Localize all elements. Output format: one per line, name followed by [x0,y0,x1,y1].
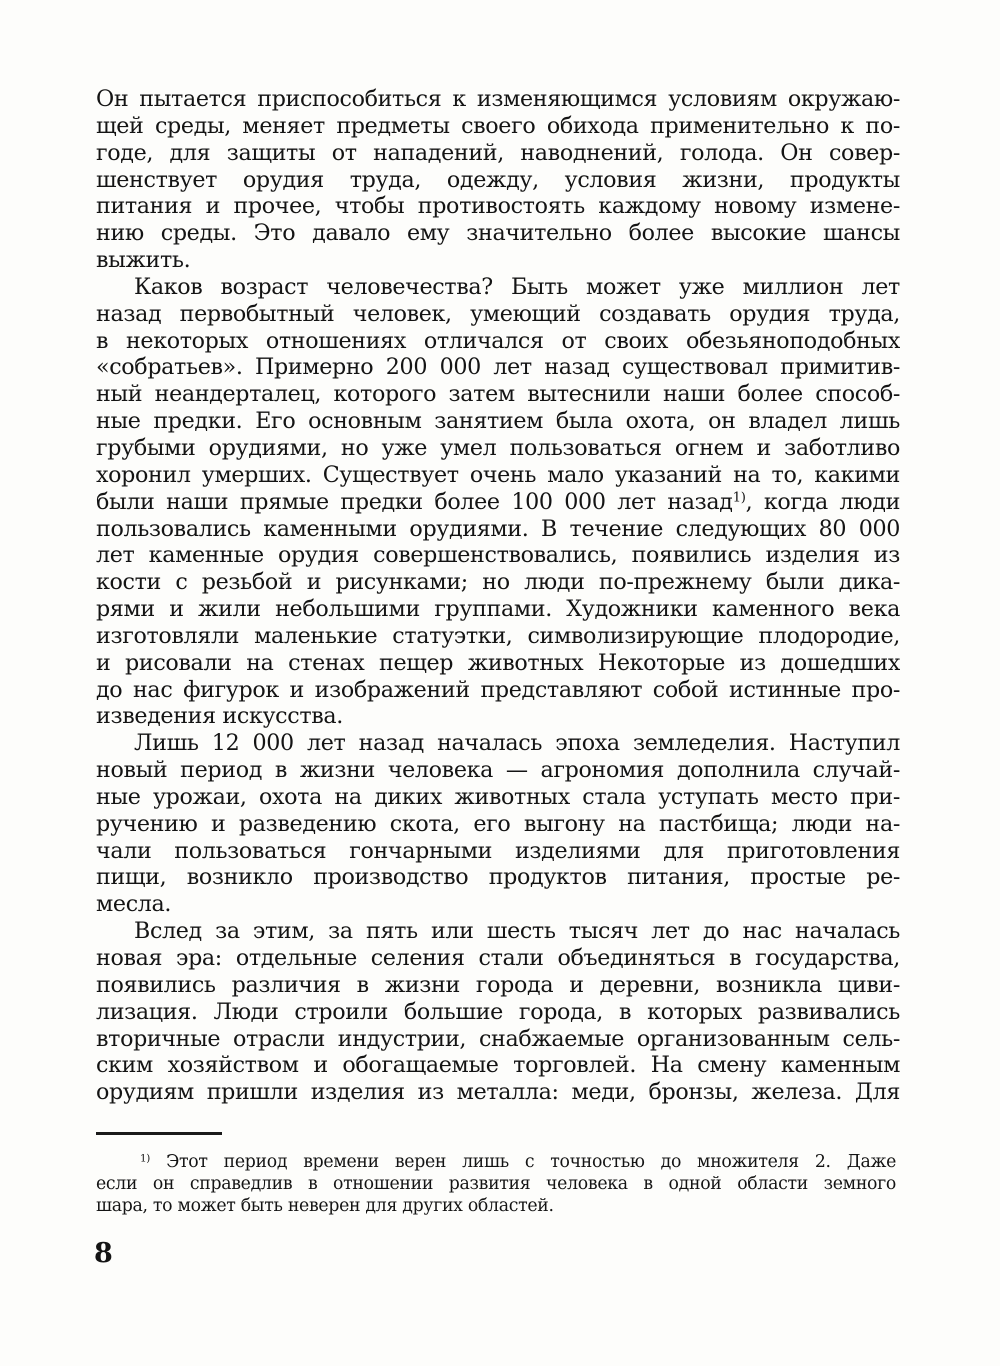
text-line: питания и прочее, чтобы противостоять каждому новому измене- [96,193,900,220]
text-line: нию среды. Это давало ему значительно более высокие шансы [96,220,900,247]
text-line: кости с резьбой и рисунками; но люди по-прежнему были дика- [96,569,900,596]
text-line: щей среды, меняет предметы своего обихода применительно к по- [96,112,900,139]
footnote-line: если он справедлив в отношении развития человека в одной области земного [96,1174,896,1194]
footnote-text: Этот период времени верен лишь с точностью до множителя 2. Даже [166,1152,896,1172]
page-number: 8 [94,1238,113,1269]
line-head: были наши прямые предки более 100 000 лет назад [96,488,733,515]
text-line: месла. [96,891,172,918]
text-line: грубыми орудиями, но уже умел пользоваться огнем и заботливо [96,434,900,461]
text-line: Каков возраст человечества? Быть может уже миллион лет [134,273,900,300]
text-line: рями и жили небольшими группами. Художники каменного века [96,596,900,623]
text-line: Он пытается приспособиться к изменяющимся условиям окружаю- [96,86,900,112]
text-line: годе, для защиты от нападений, наводнений, голода. Он совер- [96,139,900,166]
text-line: пищи, возникло производство продуктов питания, простые ре- [96,864,900,891]
text-line: изготовляли маленькие статуэтки, символизирующие плодородие, [96,622,900,649]
text-line: ный неандерталец, которого затем вытеснили наши более способ- [96,381,900,408]
text-line: ручению и разведению скота, его выгону на пастбища; люди на- [96,810,900,837]
line-tail: , когда люди [745,488,900,515]
text-line-with-footnote-ref [96,489,900,516]
text-line: появились различия в жизни города и деревни, возникла циви- [96,971,900,998]
text-line: лет каменные орудия совершенствовались, появились изделия из [96,542,900,569]
text-line: Лишь 12 000 лет назад началась эпоха земледелия. Наступил [134,730,900,757]
text-line: выжить. [96,247,191,274]
text-line: ные предки. Его основным занятием была охота, он владел лишь [96,408,900,435]
text-line: в некоторых отношениях отличался от своих обезьяноподобных [96,327,900,354]
footnote-line [96,1151,896,1173]
text-line: чали пользоваться гончарными изделиями для приготовления [96,837,900,864]
text-line: изведения искусства. [96,703,343,730]
text-line: ные урожаи, охота на диких животных стала уступать место при- [96,783,900,810]
footnote-line: шара, то может быть неверен для других областей. [96,1196,554,1216]
footnote-reference: 1) [732,490,746,506]
text-line: и рисовали на стенах пещер животных Некоторые из дошедших [96,649,900,676]
footnote [96,1151,896,1217]
text-line: новый период в жизни человека — агрономия дополнила случай- [96,757,900,784]
footnote-divider [96,1132,222,1135]
footnote-marker: 1) [140,1152,151,1165]
text-line: до нас фигурок и изображений представляют собой истинные про- [96,676,900,703]
text-line: новая эра: отдельные селения стали объединяться в государства, [96,945,900,971]
text-line: Вслед за этим, за пять или шесть тысяч лет до нас началась [134,918,900,945]
text-line: орудиям пришли изделия из металла: меди, бронзы, железа. Для [96,1079,900,1106]
text-line: вторичные отрасли индустрии, снабжаемые организованным сель- [96,1025,900,1052]
text-line: шенствует орудия труда, одежду, условия жизни, продукты [96,166,900,193]
text-line: назад первобытный человек, умеющий создавать орудия труда, [96,300,900,327]
text-line: «собратьев». Примерно 200 000 лет назад существовал примитив- [96,354,900,381]
main-text [96,86,900,1106]
text-line: хоронил умерших. Существует очень мало указаний на то, какими [96,461,900,488]
text-line: пользовались каменными орудиями. В течение следующих 80 000 [96,515,900,542]
text-line: лизация. Люди строили большие города, в которых развивались [96,998,900,1025]
text-line: ским хозяйством и обогащаемые торговлей. На смену каменным [96,1052,900,1079]
